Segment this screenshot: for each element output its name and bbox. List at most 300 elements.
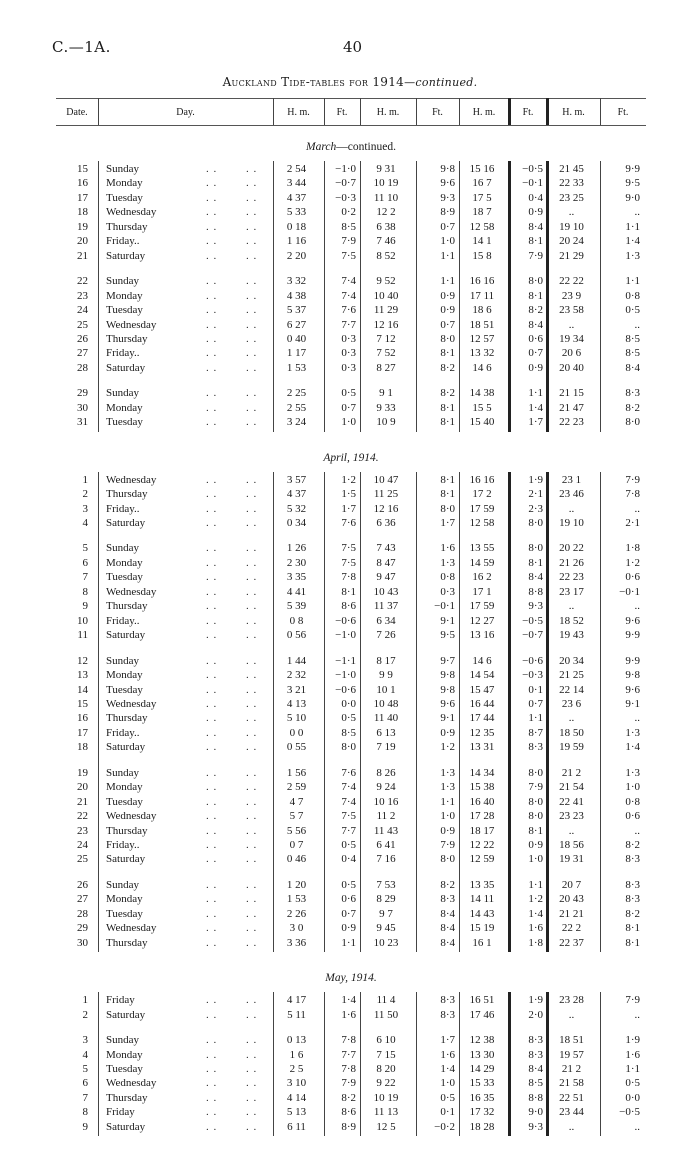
section-title	[56, 141, 646, 153]
table-cell: 8·8	[528, 585, 543, 598]
leader-dots: . .	[246, 878, 258, 891]
day-cell: Monday	[106, 781, 143, 794]
table-cell: 17 28	[469, 810, 495, 823]
leader-dots: . .	[206, 1106, 218, 1119]
table-cell: 8 17	[376, 654, 396, 667]
day-cell: Tuesday	[106, 304, 143, 317]
leader-dots: . .	[246, 654, 258, 667]
day-cell: Sunday	[106, 275, 139, 288]
section-title-month: March	[306, 141, 337, 153]
leader-dots: . .	[206, 1048, 218, 1061]
column-header: Date.	[66, 107, 88, 118]
table-cell: 14 38	[469, 387, 495, 400]
table-cell: 21 45	[559, 163, 584, 175]
table-cell: 15 38	[469, 781, 495, 794]
table-cell: 8·1	[625, 922, 640, 935]
table-cell: 8·0	[341, 741, 356, 754]
table-cell: 3 0	[289, 922, 304, 935]
table-cell: 16 7	[472, 177, 492, 190]
table-cell: 7·8	[625, 488, 640, 501]
table-cell: 8 47	[376, 556, 396, 569]
leader-dots: . .	[246, 556, 258, 569]
leader-dots: . .	[246, 853, 258, 866]
table-cell: 0·7	[528, 347, 543, 360]
table-cell: 17 46	[469, 1008, 495, 1021]
table-cell: 8·0	[625, 416, 640, 429]
leader-dots: . .	[206, 936, 218, 949]
table-cell: 8 29	[376, 893, 396, 906]
table-cell: 10 43	[373, 585, 399, 598]
column-divider	[600, 992, 601, 1136]
table-cell: 8·2	[440, 361, 455, 374]
table-cell: 8 26	[376, 766, 396, 779]
table-cell: 8·5	[341, 220, 356, 233]
table-cell: 2 26	[286, 907, 307, 920]
table-cell: 10 23	[373, 936, 399, 949]
leader-dots: . .	[206, 585, 218, 598]
day-cell: Thursday	[106, 824, 148, 837]
table-cell: 8·0	[440, 853, 455, 866]
table-cell: 1·6	[625, 1048, 640, 1061]
leader-dots: . .	[246, 1034, 258, 1047]
column-divider	[416, 992, 417, 1136]
leader-dots: . .	[246, 502, 258, 515]
table-cell: 17 32	[469, 1106, 495, 1119]
table-cell: 7 53	[376, 878, 396, 891]
leader-dots: . .	[246, 401, 258, 414]
table-cell: 0·0	[625, 1091, 640, 1104]
leader-dots: . .	[206, 741, 218, 754]
table-cell: 0 55	[286, 741, 307, 754]
column-divider	[459, 472, 460, 953]
table-cell: 3 44	[286, 177, 307, 190]
table-cell: 1·1	[528, 712, 543, 725]
day-cell: Saturday	[106, 1120, 146, 1133]
table-cell: 0 40	[286, 332, 307, 345]
day-cell: Sunday	[106, 878, 139, 891]
table-cell: 1·9	[528, 994, 543, 1007]
table-cell: 12 57	[469, 332, 495, 345]
table-cell: 8·4	[528, 1062, 543, 1075]
date-cell: 27	[77, 347, 88, 360]
table-cell: 8·9	[341, 1120, 356, 1133]
table-cell: 8·1	[528, 556, 543, 569]
date-cell: 3	[82, 1034, 88, 1047]
leader-dots: . .	[246, 839, 258, 851]
table-cell: 21 29	[559, 249, 584, 262]
table-cell: 2·3	[528, 502, 543, 515]
table-cell: 0 8	[289, 614, 304, 627]
table-cell: 7·4	[341, 795, 356, 808]
leader-dots: . .	[246, 936, 258, 949]
table-cell: −0·5	[522, 163, 543, 175]
table-cell: 0·5	[341, 878, 356, 891]
leader-dots: . .	[206, 473, 218, 486]
table-cell: 3 24	[286, 416, 307, 429]
leader-dots: . .	[206, 332, 218, 345]
table-cell: 0·7	[440, 318, 455, 331]
table-cell: 10 9	[376, 416, 396, 429]
column-header: H. m.	[562, 107, 585, 118]
document-reference: C.—1A.	[52, 38, 111, 56]
table-cell: 11 37	[373, 600, 399, 613]
date-cell: 5	[82, 542, 88, 555]
table-cell: 11 43	[373, 824, 399, 837]
day-cell: Thursday	[106, 600, 148, 613]
table-cell: 8·3	[440, 1008, 455, 1021]
table-cell: 4 14	[286, 1091, 307, 1104]
day-cell: Saturday	[106, 853, 146, 866]
table-cell: 9·3	[440, 191, 455, 204]
table-cell: 0 34	[286, 517, 307, 529]
table-cell: 22 2	[561, 922, 582, 935]
leader-dots: . .	[246, 697, 258, 710]
leader-dots: . .	[206, 994, 218, 1007]
table-cell: 4 37	[286, 191, 307, 204]
leader-dots: . .	[206, 1091, 218, 1104]
date-cell: 25	[77, 318, 88, 331]
leader-dots: . .	[206, 191, 218, 204]
table-cell: 21 26	[559, 556, 584, 569]
date-cell: 12	[77, 654, 88, 667]
leader-dots: . .	[206, 781, 218, 794]
leader-dots: . .	[206, 1008, 218, 1021]
table-cell: 20 6	[561, 347, 582, 360]
table-cell: 1·2	[528, 893, 543, 906]
table-cell: −0·6	[335, 614, 356, 627]
table-cell: 6 10	[376, 1034, 396, 1047]
leader-dots: . .	[206, 571, 218, 584]
table-cell: 12 59	[469, 853, 495, 866]
table-cell: 9·8	[440, 669, 455, 682]
table-cell: 9·7	[440, 654, 455, 667]
date-cell: 21	[77, 795, 88, 808]
leader-dots: . .	[206, 766, 218, 779]
date-cell: 20	[77, 781, 88, 794]
table-cell: 7 46	[376, 235, 396, 248]
column-header: Ft.	[432, 107, 443, 118]
table-cell: 10 19	[373, 177, 399, 190]
date-cell: 22	[77, 275, 88, 288]
table-cell: 8·1	[440, 401, 455, 414]
table-cell: 4 17	[286, 994, 307, 1007]
table-cell: 18 6	[472, 304, 492, 317]
table-cell: 0 0	[289, 726, 304, 739]
leader-dots: . .	[246, 249, 258, 262]
section-title-continued: —continued.	[336, 141, 396, 153]
table-cell: 7·4	[341, 781, 356, 794]
table-cell: 5 10	[286, 712, 307, 725]
table-cell: 5 32	[286, 502, 307, 515]
table-cell: 19 10	[559, 517, 584, 529]
table-cell: 8·1	[440, 488, 455, 501]
leader-dots: . .	[246, 416, 258, 429]
table-cell: 19 57	[559, 1048, 584, 1061]
table-cell: 4 38	[286, 289, 307, 302]
table-cell: 4 41	[286, 585, 307, 598]
table-cell: 5 56	[286, 824, 307, 837]
leader-dots: . .	[206, 795, 218, 808]
table-cell: 9·0	[528, 1106, 543, 1119]
table-cell: ..	[634, 1120, 640, 1133]
table-cell: 1·8	[625, 542, 640, 555]
leader-dots: . .	[246, 1048, 258, 1061]
leader-dots: . .	[246, 206, 258, 219]
table-cell: 1·4	[528, 907, 543, 920]
table-cell: 23 44	[559, 1106, 584, 1119]
column-divider	[324, 161, 325, 432]
day-cell: Wednesday	[106, 473, 157, 486]
leader-dots: . .	[206, 922, 218, 935]
table-cell: ..	[568, 318, 575, 331]
table-cell: ..	[634, 206, 640, 219]
leader-dots: . .	[246, 741, 258, 754]
table-cell: 5 11	[287, 1008, 306, 1021]
day-cell: Thursday	[106, 936, 148, 949]
date-cell: 4	[82, 1048, 88, 1061]
leader-dots: . .	[206, 614, 218, 627]
table-cell: −0·5	[522, 614, 543, 627]
table-cell: 8·0	[528, 542, 543, 555]
day-cell: Tuesday	[106, 1062, 143, 1075]
table-cell: 6 11	[287, 1120, 306, 1133]
table-cell: 17 59	[469, 502, 495, 515]
table-cell: −1·0	[335, 669, 356, 682]
table-cell: 7 16	[376, 853, 396, 866]
table-cell: 0·7	[341, 907, 356, 920]
table-cell: 0·5	[341, 387, 356, 400]
table-cell: 19 59	[559, 741, 584, 754]
table-cell: 15 33	[469, 1077, 495, 1090]
table-cell: 1·7	[440, 517, 455, 529]
table-cell: 9·8	[440, 163, 455, 175]
date-cell: 23	[77, 824, 88, 837]
table-cell: 22 23	[559, 416, 584, 429]
table-cell: 2 32	[286, 669, 307, 682]
column-header: Ft.	[336, 107, 348, 118]
leader-dots: . .	[246, 1091, 258, 1104]
column-header: Ft.	[617, 107, 629, 118]
table-cell: 8·4	[440, 907, 455, 920]
table-cell: 11 10	[373, 191, 399, 204]
table-cell: 0·4	[341, 853, 356, 866]
leader-dots: . .	[206, 235, 218, 248]
day-cell: Saturday	[106, 361, 146, 374]
table-cell: 23 9	[561, 289, 582, 302]
table-cell: 16 16	[469, 473, 495, 486]
table-cell: 9·3	[528, 600, 543, 613]
table-cell: −0·7	[335, 177, 356, 190]
day-cell: Wednesday	[106, 1077, 157, 1090]
day-cell: Friday..	[106, 235, 140, 248]
table-cell: 7·9	[440, 839, 455, 851]
table-cell: 9·5	[625, 177, 640, 190]
table-cell: 8·0	[528, 275, 543, 288]
section-title	[56, 452, 646, 464]
table-cell: 9·5	[440, 629, 455, 642]
leader-dots: . .	[246, 318, 258, 331]
leader-dots: . .	[206, 1120, 218, 1133]
day-cell: Friday..	[106, 502, 140, 515]
table-cell: 4 13	[286, 697, 307, 710]
table-cell: 23 25	[559, 191, 584, 204]
table-cell: 1·1	[528, 387, 543, 400]
table-cell: 17 44	[469, 712, 495, 725]
table-cell: 1·0	[625, 781, 640, 794]
table-cell: 1·3	[440, 556, 455, 569]
table-cell: 7·4	[341, 289, 356, 302]
table-cell: 7 26	[376, 629, 396, 642]
table-cell: 1·0	[440, 235, 455, 248]
table-cell: 23 58	[559, 304, 584, 317]
table-cell: 0·3	[341, 332, 356, 345]
table-cell: 22 37	[559, 936, 584, 949]
table-cell: ..	[634, 824, 640, 837]
table-cell: 8·1	[440, 416, 455, 429]
table-cell: 7·6	[341, 517, 356, 529]
day-cell: Tuesday	[106, 907, 143, 920]
day-cell: Monday	[106, 556, 143, 569]
date-cell: 19	[77, 766, 88, 779]
table-cell: 12 58	[469, 220, 495, 233]
column-divider	[324, 472, 325, 953]
leader-dots: . .	[246, 488, 258, 501]
column-divider	[508, 161, 511, 432]
table-cell: 14 6	[472, 654, 492, 667]
table-cell: 3 35	[286, 571, 307, 584]
table-cell: 3 10	[286, 1077, 307, 1090]
table-cell: 2 59	[286, 781, 307, 794]
table-cell: 18 56	[559, 839, 584, 851]
table-cell: 7·8	[341, 1034, 356, 1047]
table-cell: 2 30	[286, 556, 307, 569]
section-title-month: April, 1914.	[323, 451, 379, 464]
header-rule-bottom	[56, 125, 646, 126]
table-cell: 9 22	[376, 1077, 396, 1090]
table-title	[0, 75, 700, 89]
table-cell: 1·7	[440, 1034, 455, 1047]
table-cell: 12 58	[469, 517, 495, 529]
leader-dots: . .	[206, 488, 218, 501]
date-cell: 6	[82, 1077, 88, 1090]
table-cell: 21 2	[561, 766, 582, 779]
table-cell: 8·3	[625, 893, 640, 906]
table-cell: 1·3	[625, 726, 640, 739]
table-cell: 6 38	[376, 220, 396, 233]
table-cell: 16 51	[469, 994, 495, 1007]
table-cell: 21 58	[559, 1077, 584, 1090]
column-divider	[459, 992, 460, 1136]
leader-dots: . .	[206, 1034, 218, 1047]
table-cell: 1 20	[286, 878, 307, 891]
table-cell: 7·9	[528, 249, 543, 262]
date-cell: 24	[77, 839, 88, 851]
table-cell: 9 45	[376, 922, 396, 935]
leader-dots: . .	[206, 654, 218, 667]
table-cell: 17 59	[469, 600, 495, 613]
table-cell: 0·3	[440, 585, 455, 598]
page-number: 40	[343, 38, 363, 56]
column-divider	[546, 472, 549, 953]
table-cell: 17 11	[469, 289, 495, 302]
table-cell: 0·9	[341, 922, 356, 935]
table-cell: 8·5	[625, 347, 640, 360]
date-cell: 30	[77, 936, 88, 949]
table-cell: 1·9	[528, 473, 543, 486]
leader-dots: . .	[246, 629, 258, 642]
date-cell: 19	[77, 220, 88, 233]
leader-dots: . .	[206, 177, 218, 190]
table-cell: 6 34	[376, 614, 396, 627]
leader-dots: . .	[206, 893, 218, 906]
table-cell: 13 16	[469, 629, 495, 642]
table-cell: 8·1	[440, 473, 455, 486]
table-cell: −0·1	[619, 585, 640, 598]
date-cell: 16	[77, 712, 88, 725]
table-cell: 9 9	[379, 669, 393, 682]
leader-dots: . .	[246, 289, 258, 302]
table-cell: 8·9	[440, 206, 455, 219]
date-cell: 1	[82, 473, 88, 486]
leader-dots: . .	[246, 361, 258, 374]
table-cell: 0·5	[341, 839, 356, 851]
day-cell: Thursday	[106, 332, 148, 345]
column-divider	[273, 992, 274, 1136]
table-cell: 7 12	[376, 332, 396, 345]
table-cell: 9·6	[440, 697, 455, 710]
table-cell: 9·0	[625, 191, 640, 204]
table-cell: 1 44	[286, 654, 307, 667]
table-cell: 1·9	[625, 1034, 640, 1047]
table-cell: 9·1	[440, 614, 455, 627]
table-cell: 16 44	[469, 697, 495, 710]
table-cell: 1·4	[625, 741, 640, 754]
table-cell: 13 32	[469, 347, 495, 360]
table-cell: 8·1	[440, 347, 455, 360]
table-cell: 1 53	[286, 893, 307, 906]
table-cell: 2·0	[528, 1008, 543, 1021]
leader-dots: . .	[246, 726, 258, 739]
table-cell: 9·6	[440, 177, 455, 190]
table-cell: 14 6	[472, 361, 492, 374]
table-cell: 7·5	[341, 542, 356, 555]
table-cell: 2 20	[286, 249, 307, 262]
table-cell: 23 23	[559, 810, 584, 823]
table-cell: 10 48	[373, 697, 399, 710]
table-cell: 7·6	[341, 304, 356, 317]
table-cell: 13 55	[469, 542, 495, 555]
table-cell: 0·1	[528, 683, 543, 696]
table-cell: 8·7	[528, 726, 543, 739]
date-cell: 3	[82, 502, 88, 515]
table-cell: 8·3	[528, 1034, 543, 1047]
date-cell: 27	[77, 893, 88, 906]
table-cell: 13 31	[469, 741, 495, 754]
leader-dots: . .	[206, 853, 218, 866]
table-cell: 12 35	[469, 726, 495, 739]
leader-dots: . .	[246, 994, 258, 1007]
table-cell: 14 29	[469, 1062, 495, 1075]
table-cell: 8·2	[440, 387, 455, 400]
leader-dots: . .	[206, 206, 218, 219]
leader-dots: . .	[246, 669, 258, 682]
table-cell: 21 47	[559, 401, 584, 414]
table-cell: 0 13	[286, 1034, 307, 1047]
table-cell: −0·3	[335, 191, 356, 204]
table-cell: 1·1	[440, 275, 455, 288]
table-cell: 7·5	[341, 249, 356, 262]
table-cell: 5 33	[286, 206, 307, 219]
